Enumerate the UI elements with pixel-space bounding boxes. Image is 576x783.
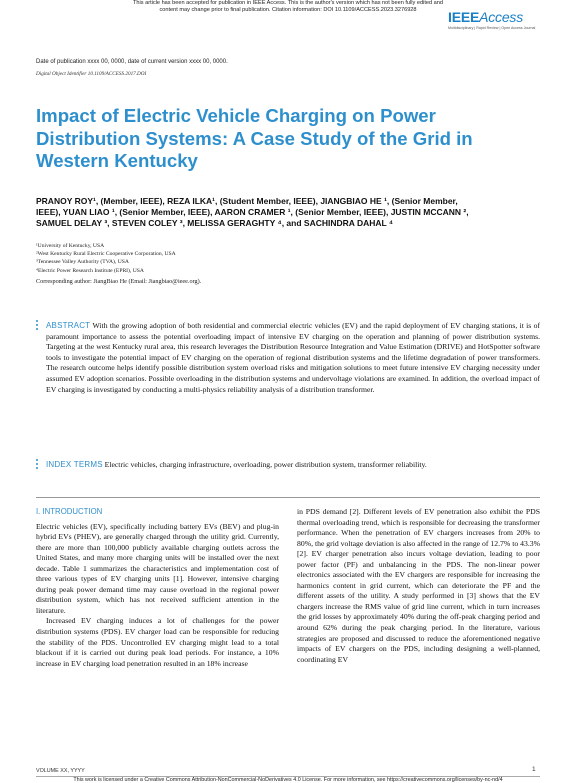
abstract-marker-icon (35, 320, 41, 332)
section-heading: I. INTRODUCTION (36, 507, 103, 516)
ieee-access-logo (448, 10, 566, 40)
index-terms-marker-icon (35, 459, 41, 471)
affiliation-2: ²West Kentucky Rural Electric Cooperative Corporation, USA (36, 251, 176, 258)
affiliation-4: ⁴Electric Power Research Institute (EPRI), USA (36, 267, 144, 274)
index-terms-label: INDEX TERMS (46, 460, 103, 469)
abstract (46, 321, 540, 395)
paper-title: Impact of Electric Vehicle Charging on Power Distribution Systems: A Case Study of the Grid in Western Kentucky (36, 105, 473, 171)
abstract-text: With the growing adoption of both residential and commercial electric vehicles (EV) and the rapid deployment of EV charging stations, it is of paramount importance to assess the potential overloading impact of intensive EV charging on the operation and planning of power distribution systems. Targeting at the west Kentucky rural area, this research leverages the Distribution Resource Integration and Value Estimation (DRIVE) and HotSpotter software tools to investigate the potential impact of EV charging on the operation of regional distribution systems and the lifetime degradation of power transformers. The research outcome helps identify possible distribution system overload risks and mitigation solutions to meet future intensive EV charging necessity under assumed EV adoption scenarios. Possible overloading in the distribution systems and undervoltage violations are examined. In addition, the overload impact of EV charging is investigated by conducting a multi-physics reliability analysis of a distribution transformer. (46, 321, 540, 394)
affiliation-3: ³Tennessee Valley Authority (TVA), USA (36, 259, 129, 266)
volume-label: VOLUME XX, YYYY (36, 768, 85, 774)
license-notice: This work is licensed under a Creative Commons Attribution-NonCommercial-NoDerivatives 4.0 License. For more information, see https://creativecommons.org/licenses/by-nc-nd/4 (73, 777, 503, 783)
logo-access-text: Access (479, 9, 524, 25)
author-list: PRANOY ROY¹, (Member, IEEE), REZA ILKA¹, (Student Member, IEEE), JIANGBIAO HE ¹, (Senior Member, IEEE), YUAN LIAO ¹, (Senior Member, IEEE), AARON CRAMER ¹, (Senior Member, IEEE), JUSTIN MCCANN ², SAMUEL DELAY ³, STEVEN COLEY ³, MELISSA GERAGHTY ⁴, and SACHINDRA DAHAL ⁴ (36, 196, 469, 228)
doi-identifier: Digital Object Identifier 10.1109/ACCESS.2017.DOI (36, 71, 147, 77)
notice-line-2: content may change prior to final publication. Citation information: DOI 10.1109/ACCESS.2023.3276928 (159, 7, 417, 14)
paragraph: Electric vehicles (EV), specifically including battery EVs (BEV) and plug-in hybrid EVs (PHEV), are generally charged through the utility grid. Currently, there are more than 100,000 publicly available charging outlets across the United States, and many more charging units will be installed over the next decade. Table 1 summarizes the characteristics and implementation cost of three various types of EV charging units [1]. However, intensive charging during peak power demand time may cause overload in the regional power distribution system, which has not received sufficient attention in the literature. (36, 521, 279, 615)
corresponding-author: Corresponding author: JiangBiao He (Email: Jiangbiao@ieee.org). (36, 278, 202, 285)
paragraph: Increased EV charging induces a lot of challenges for the power distribution systems (PDS). EV charger load can be responsible for reducing the stability of the PDS. Uncontrolled EV charging might lead to a total blackout if it is carried out during peak load periods. For instance, a 10% increase in EV charging load penetration resulted in an 18% increase (36, 616, 279, 668)
index-terms-text: Electric vehicles, charging infrastructure, overloading, power distribution system, transformer reliability. (104, 460, 427, 469)
affiliation-1: ¹University of Kentucky, USA (36, 243, 105, 249)
body-column-right (297, 507, 540, 665)
index-terms (46, 460, 540, 471)
page-number: 1 (532, 766, 536, 773)
section-divider (36, 497, 540, 498)
body-column-left (36, 507, 279, 669)
logo-ieee-text: IEEE (448, 9, 480, 25)
logo-tagline: Multidisciplinary | Rapid Review | Open Access Journal (448, 26, 536, 30)
affiliations (36, 242, 176, 275)
publication-date: Date of publication xxxx 00, 0000, date of current version xxxx 00, 0000. (36, 59, 228, 65)
abstract-label: ABSTRACT (46, 321, 91, 330)
paragraph: in PDS demand [2]. Different levels of EV penetration also exhibit the PDS thermal overloading trend, which is responsible for decreasing the transformer performance. When the penetration of EV chargers increases from 20% to 80%, the grid voltage deviation is also affected in the range of 12.7% to 43.3% [2]. EV charger penetration also incurs voltage deviation, leading to poor power factor (PF) and unbalancing in the PDS. The non-linear power electronics associated with the EV chargers are responsible for increasing the harmonics content in grid current, which can deteriorate the PF and the different assets of the utility. A study performed in [3] shows that the EV chargers increase the RMS value of grid line current, which in turn increases the grid losses by approximately 40% during the off-peak charging period and around 62% during the peak charging period. In the literature, various strategies are proposed and discussed to reduce the aforementioned negative impacts of EV chargers on the PDS, including designing a well-planned, coordinating EV (297, 507, 540, 664)
notice-line-1: This article has been accepted for publication in IEEE Access. This is the author's version which has not been fully edited and (132, 0, 444, 6)
